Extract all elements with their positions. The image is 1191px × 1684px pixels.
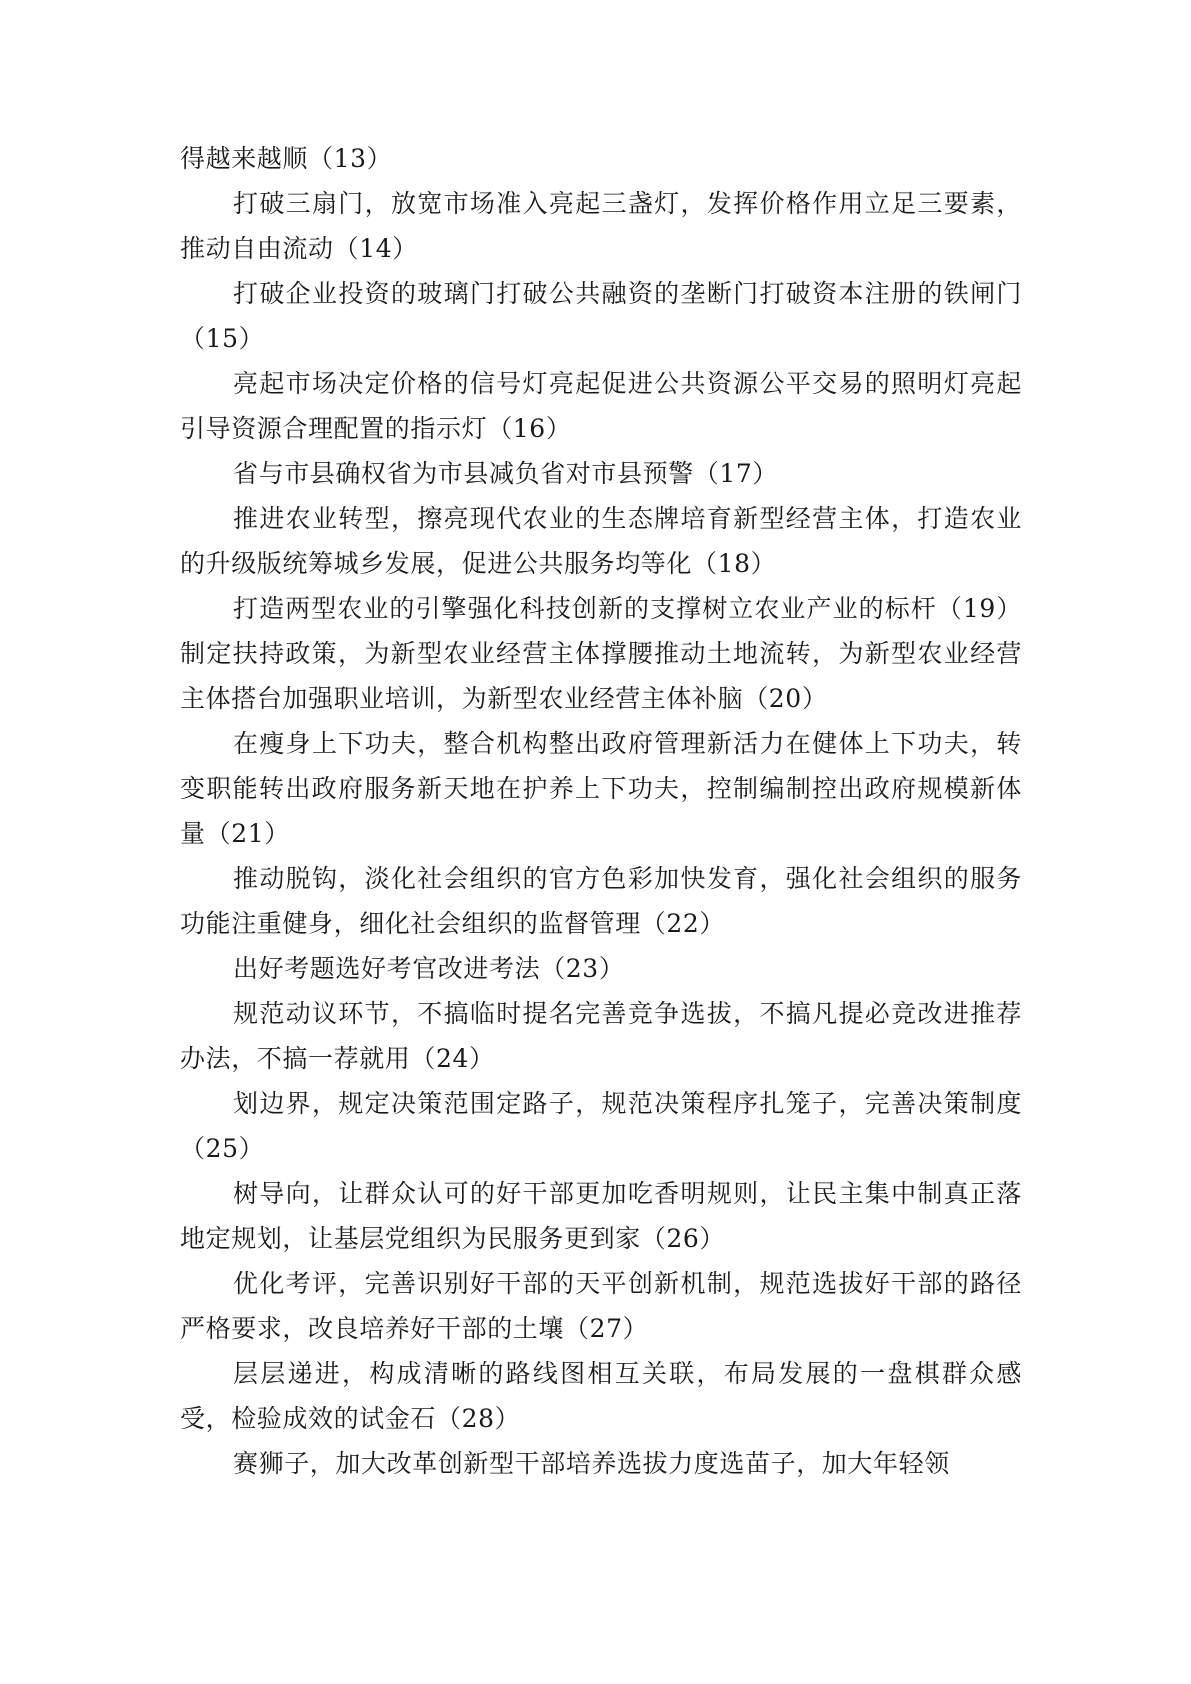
paragraph: 规范动议环节，不搞临时提名完善竞争选拔，不搞凡提必竞改进推荐办法，不搞一荐就用（24）	[180, 999, 1022, 1073]
paragraph: 赛狮子，加大改革创新型干部培养选拔力度选苗子，加大年轻领	[233, 1449, 950, 1478]
paragraph: 得越来越顺（13）	[180, 144, 393, 173]
paragraph: 出好考题选好考官改进考法（23）	[233, 954, 625, 983]
paragraph: 树导向，让群众认可的好干部更加吃香明规则，让民主集中制真正落地定规划，让基层党组织为民服务更到家（26）	[180, 1179, 1022, 1253]
document-body	[180, 136, 1022, 1486]
paragraph: 打破企业投资的玻璃门打破公共融资的垄断门打破资本注册的铁闸门（15）	[180, 279, 1022, 353]
paragraph: 打造两型农业的引擎强化科技创新的支撑树立农业产业的标杆（19）制定扶持政策，为新型农业经营主体撑腰推动土地流转，为新型农业经营主体搭台加强职业培训，为新型农业经营主体补脑（20）	[180, 594, 1022, 713]
paragraph: 在瘦身上下功夫，整合机构整出政府管理新活力在健体上下功夫，转变职能转出政府服务新天地在护养上下功夫，控制编制控出政府规模新体量（21）	[180, 729, 1022, 848]
paragraph: 层层递进，构成清晰的路线图相互关联，布局发展的一盘棋群众感受，检验成效的试金石（28）	[180, 1359, 1022, 1433]
paragraph: 优化考评，完善识别好干部的天平创新机制，规范选拔好干部的路径严格要求，改良培养好干部的土壤（27）	[180, 1269, 1022, 1343]
paragraph: 打破三扇门，放宽市场准入亮起三盏灯，发挥价格作用立足三要素，推动自由流动（14）	[180, 189, 1022, 263]
paragraph: 推进农业转型，擦亮现代农业的生态牌培育新型经营主体，打造农业的升级版统筹城乡发展，促进公共服务均等化（18）	[180, 504, 1022, 578]
paragraph: 推动脱钩，淡化社会组织的官方色彩加快发育，强化社会组织的服务功能注重健身，细化社会组织的监督管理（22）	[180, 864, 1022, 938]
paragraph: 划边界，规定决策范围定路子，规范决策程序扎笼子，完善决策制度（25）	[180, 1089, 1022, 1163]
paragraph: 亮起市场决定价格的信号灯亮起促进公共资源公平交易的照明灯亮起引导资源合理配置的指示灯（16）	[180, 369, 1022, 443]
paragraph: 省与市县确权省为市县减负省对市县预警（17）	[233, 459, 779, 488]
